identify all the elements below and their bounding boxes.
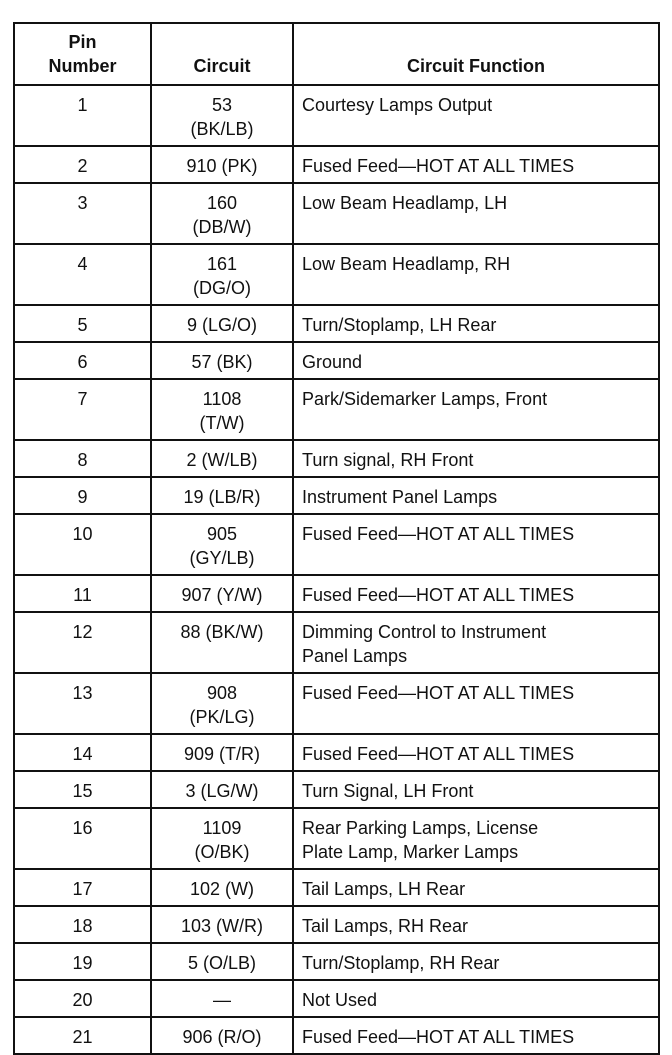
circuit-function-cell — [293, 305, 659, 342]
circuit-function-cell — [293, 575, 659, 612]
circuit-function-cell — [293, 906, 659, 943]
table-row — [14, 244, 659, 305]
circuit-cell — [151, 1017, 293, 1054]
table-row — [14, 1017, 659, 1054]
table-row — [14, 980, 659, 1017]
pin-number-cell: 14 — [14, 734, 151, 771]
circuit-function-cell — [293, 673, 659, 734]
table-row — [14, 85, 659, 146]
circuit-line: 2 (W/LB) — [186, 450, 258, 470]
circuit-line: 160 — [206, 193, 238, 213]
function-line: Courtesy Lamps Output — [302, 95, 493, 115]
pin-number-cell: 3 — [14, 183, 151, 244]
circuit-line: 102 (W) — [189, 879, 254, 899]
function-line: Low Beam Headlamp, RH — [302, 254, 511, 274]
pin-number-cell: 21 — [14, 1017, 151, 1054]
circuit-function-cell — [293, 808, 659, 869]
pin-number-cell: 5 — [14, 305, 151, 342]
circuit-cell — [151, 146, 293, 183]
pin-number-cell: 4 — [14, 244, 151, 305]
circuit-function-cell — [293, 342, 659, 379]
header-pin-number — [14, 23, 151, 85]
circuit-function-cell — [293, 514, 659, 575]
circuit-line: 88 (BK/W) — [180, 622, 264, 642]
circuit-function-cell — [293, 869, 659, 906]
circuit-function-cell — [293, 244, 659, 305]
table-header — [14, 23, 659, 85]
circuit-function-cell — [293, 440, 659, 477]
function-line: Ground — [302, 352, 363, 372]
pin-number-cell: 6 — [14, 342, 151, 379]
table-body — [14, 85, 659, 1054]
table-row — [14, 183, 659, 244]
circuit-cell — [151, 673, 293, 734]
circuit-function-cell — [293, 980, 659, 1017]
pin-number-cell: 16 — [14, 808, 151, 869]
pin-number-cell: 13 — [14, 673, 151, 734]
function-line: Fused Feed—HOT AT ALL TIMES — [302, 524, 575, 544]
circuit-line: 9 (LG/O) — [186, 315, 257, 335]
function-line: Panel Lamps — [302, 646, 408, 666]
function-line: Park/Sidemarker Lamps, Front — [302, 389, 548, 409]
circuit-line: 19 (LB/R) — [183, 487, 261, 507]
table-row — [14, 906, 659, 943]
circuit-function-cell — [293, 183, 659, 244]
circuit-cell — [151, 244, 293, 305]
circuit-line: 1108 — [202, 389, 242, 409]
pin-number-cell: 2 — [14, 146, 151, 183]
circuit-line: 906 (R/O) — [182, 1027, 262, 1047]
function-line: Tail Lamps, LH Rear — [302, 879, 466, 899]
circuit-line: 5 (O/LB) — [187, 953, 257, 973]
pin-number-cell: 20 — [14, 980, 151, 1017]
circuit-cell — [151, 808, 293, 869]
circuit-cell — [151, 342, 293, 379]
circuit-line: (BK/LB) — [190, 119, 254, 139]
table-row — [14, 514, 659, 575]
circuit-cell — [151, 906, 293, 943]
circuit-line: (PK/LG) — [189, 707, 255, 727]
function-line: Fused Feed—HOT AT ALL TIMES — [302, 585, 575, 605]
circuit-line: 57 (BK) — [191, 352, 253, 372]
function-line: Fused Feed—HOT AT ALL TIMES — [302, 1027, 575, 1047]
circuit-function-cell — [293, 943, 659, 980]
table-row — [14, 305, 659, 342]
header-circuit: Circuit — [151, 23, 293, 85]
pin-number-cell: 8 — [14, 440, 151, 477]
circuit-function-cell — [293, 379, 659, 440]
circuit-function-cell — [293, 1017, 659, 1054]
function-line: Dimming Control to Instrument — [302, 622, 547, 642]
circuit-line: 909 (T/R) — [183, 744, 261, 764]
circuit-cell — [151, 305, 293, 342]
circuit-cell — [151, 771, 293, 808]
function-line: Turn/Stoplamp, LH Rear — [302, 315, 497, 335]
table-row — [14, 808, 659, 869]
table-row — [14, 612, 659, 673]
pin-number-cell: 19 — [14, 943, 151, 980]
function-line: Low Beam Headlamp, LH — [302, 193, 508, 213]
function-line: Turn Signal, LH Front — [302, 781, 474, 801]
circuit-function-cell — [293, 146, 659, 183]
pin-number-cell: 12 — [14, 612, 151, 673]
circuit-line: 908 — [206, 683, 238, 703]
pin-number-cell: 10 — [14, 514, 151, 575]
circuit-line: 910 (PK) — [186, 156, 258, 176]
function-line: Plate Lamp, Marker Lamps — [302, 842, 519, 862]
circuit-cell — [151, 440, 293, 477]
circuit-cell — [151, 85, 293, 146]
function-line: Instrument Panel Lamps — [302, 487, 498, 507]
header-pin-line1: Pin — [68, 32, 97, 52]
pin-number-cell: 9 — [14, 477, 151, 514]
pin-number-cell: 18 — [14, 906, 151, 943]
circuit-cell — [151, 980, 293, 1017]
circuit-cell — [151, 734, 293, 771]
circuit-function-cell — [293, 85, 659, 146]
circuit-line: 905 — [206, 524, 238, 544]
function-line: Fused Feed—HOT AT ALL TIMES — [302, 744, 575, 764]
table-row — [14, 440, 659, 477]
circuit-line: 161 — [206, 254, 238, 274]
circuit-line: (GY/LB) — [189, 548, 255, 568]
circuit-cell — [151, 183, 293, 244]
function-line: Fused Feed—HOT AT ALL TIMES — [302, 156, 575, 176]
table-row — [14, 146, 659, 183]
header-row — [14, 23, 659, 85]
table-row — [14, 673, 659, 734]
circuit-function-cell — [293, 734, 659, 771]
table-row — [14, 771, 659, 808]
circuit-line: (T/W) — [199, 413, 245, 433]
function-line: Rear Parking Lamps, License — [302, 818, 539, 838]
header-circuit-function: Circuit Function — [293, 23, 659, 85]
function-line: Turn signal, RH Front — [302, 450, 474, 470]
circuit-cell — [151, 514, 293, 575]
function-line: Fused Feed—HOT AT ALL TIMES — [302, 683, 575, 703]
circuit-line: (DB/W) — [192, 217, 252, 237]
circuit-function-cell — [293, 771, 659, 808]
circuit-cell — [151, 943, 293, 980]
circuit-cell — [151, 575, 293, 612]
table-row — [14, 342, 659, 379]
table-row — [14, 379, 659, 440]
circuit-line: 103 (W/R) — [180, 916, 263, 936]
circuit-line: 53 — [211, 95, 233, 115]
circuit-cell — [151, 612, 293, 673]
table-row — [14, 575, 659, 612]
pin-number-cell: 15 — [14, 771, 151, 808]
pin-number-cell: 11 — [14, 575, 151, 612]
circuit-line: (O/BK) — [194, 842, 250, 862]
circuit-cell — [151, 477, 293, 514]
function-line: Tail Lamps, RH Rear — [302, 916, 469, 936]
circuit-line: (DG/O) — [193, 278, 251, 298]
circuit-cell — [151, 869, 293, 906]
function-line: Turn/Stoplamp, RH Rear — [302, 953, 500, 973]
circuit-line: 1109 — [202, 818, 242, 838]
pin-number-cell: 7 — [14, 379, 151, 440]
function-line: Not Used — [302, 990, 378, 1010]
circuit-function-cell — [293, 477, 659, 514]
circuit-cell — [151, 379, 293, 440]
table-row — [14, 869, 659, 906]
circuit-function-cell — [293, 612, 659, 673]
pin-number-cell: 17 — [14, 869, 151, 906]
pin-number-cell: 1 — [14, 85, 151, 146]
table-row — [14, 734, 659, 771]
pin-circuit-table — [13, 22, 660, 1055]
header-pin-line2: Number — [48, 56, 117, 76]
circuit-line: 3 (LG/W) — [185, 781, 259, 801]
table-row — [14, 477, 659, 514]
table-row — [14, 943, 659, 980]
circuit-line: — — [213, 990, 231, 1010]
circuit-line: 907 (Y/W) — [181, 585, 263, 605]
